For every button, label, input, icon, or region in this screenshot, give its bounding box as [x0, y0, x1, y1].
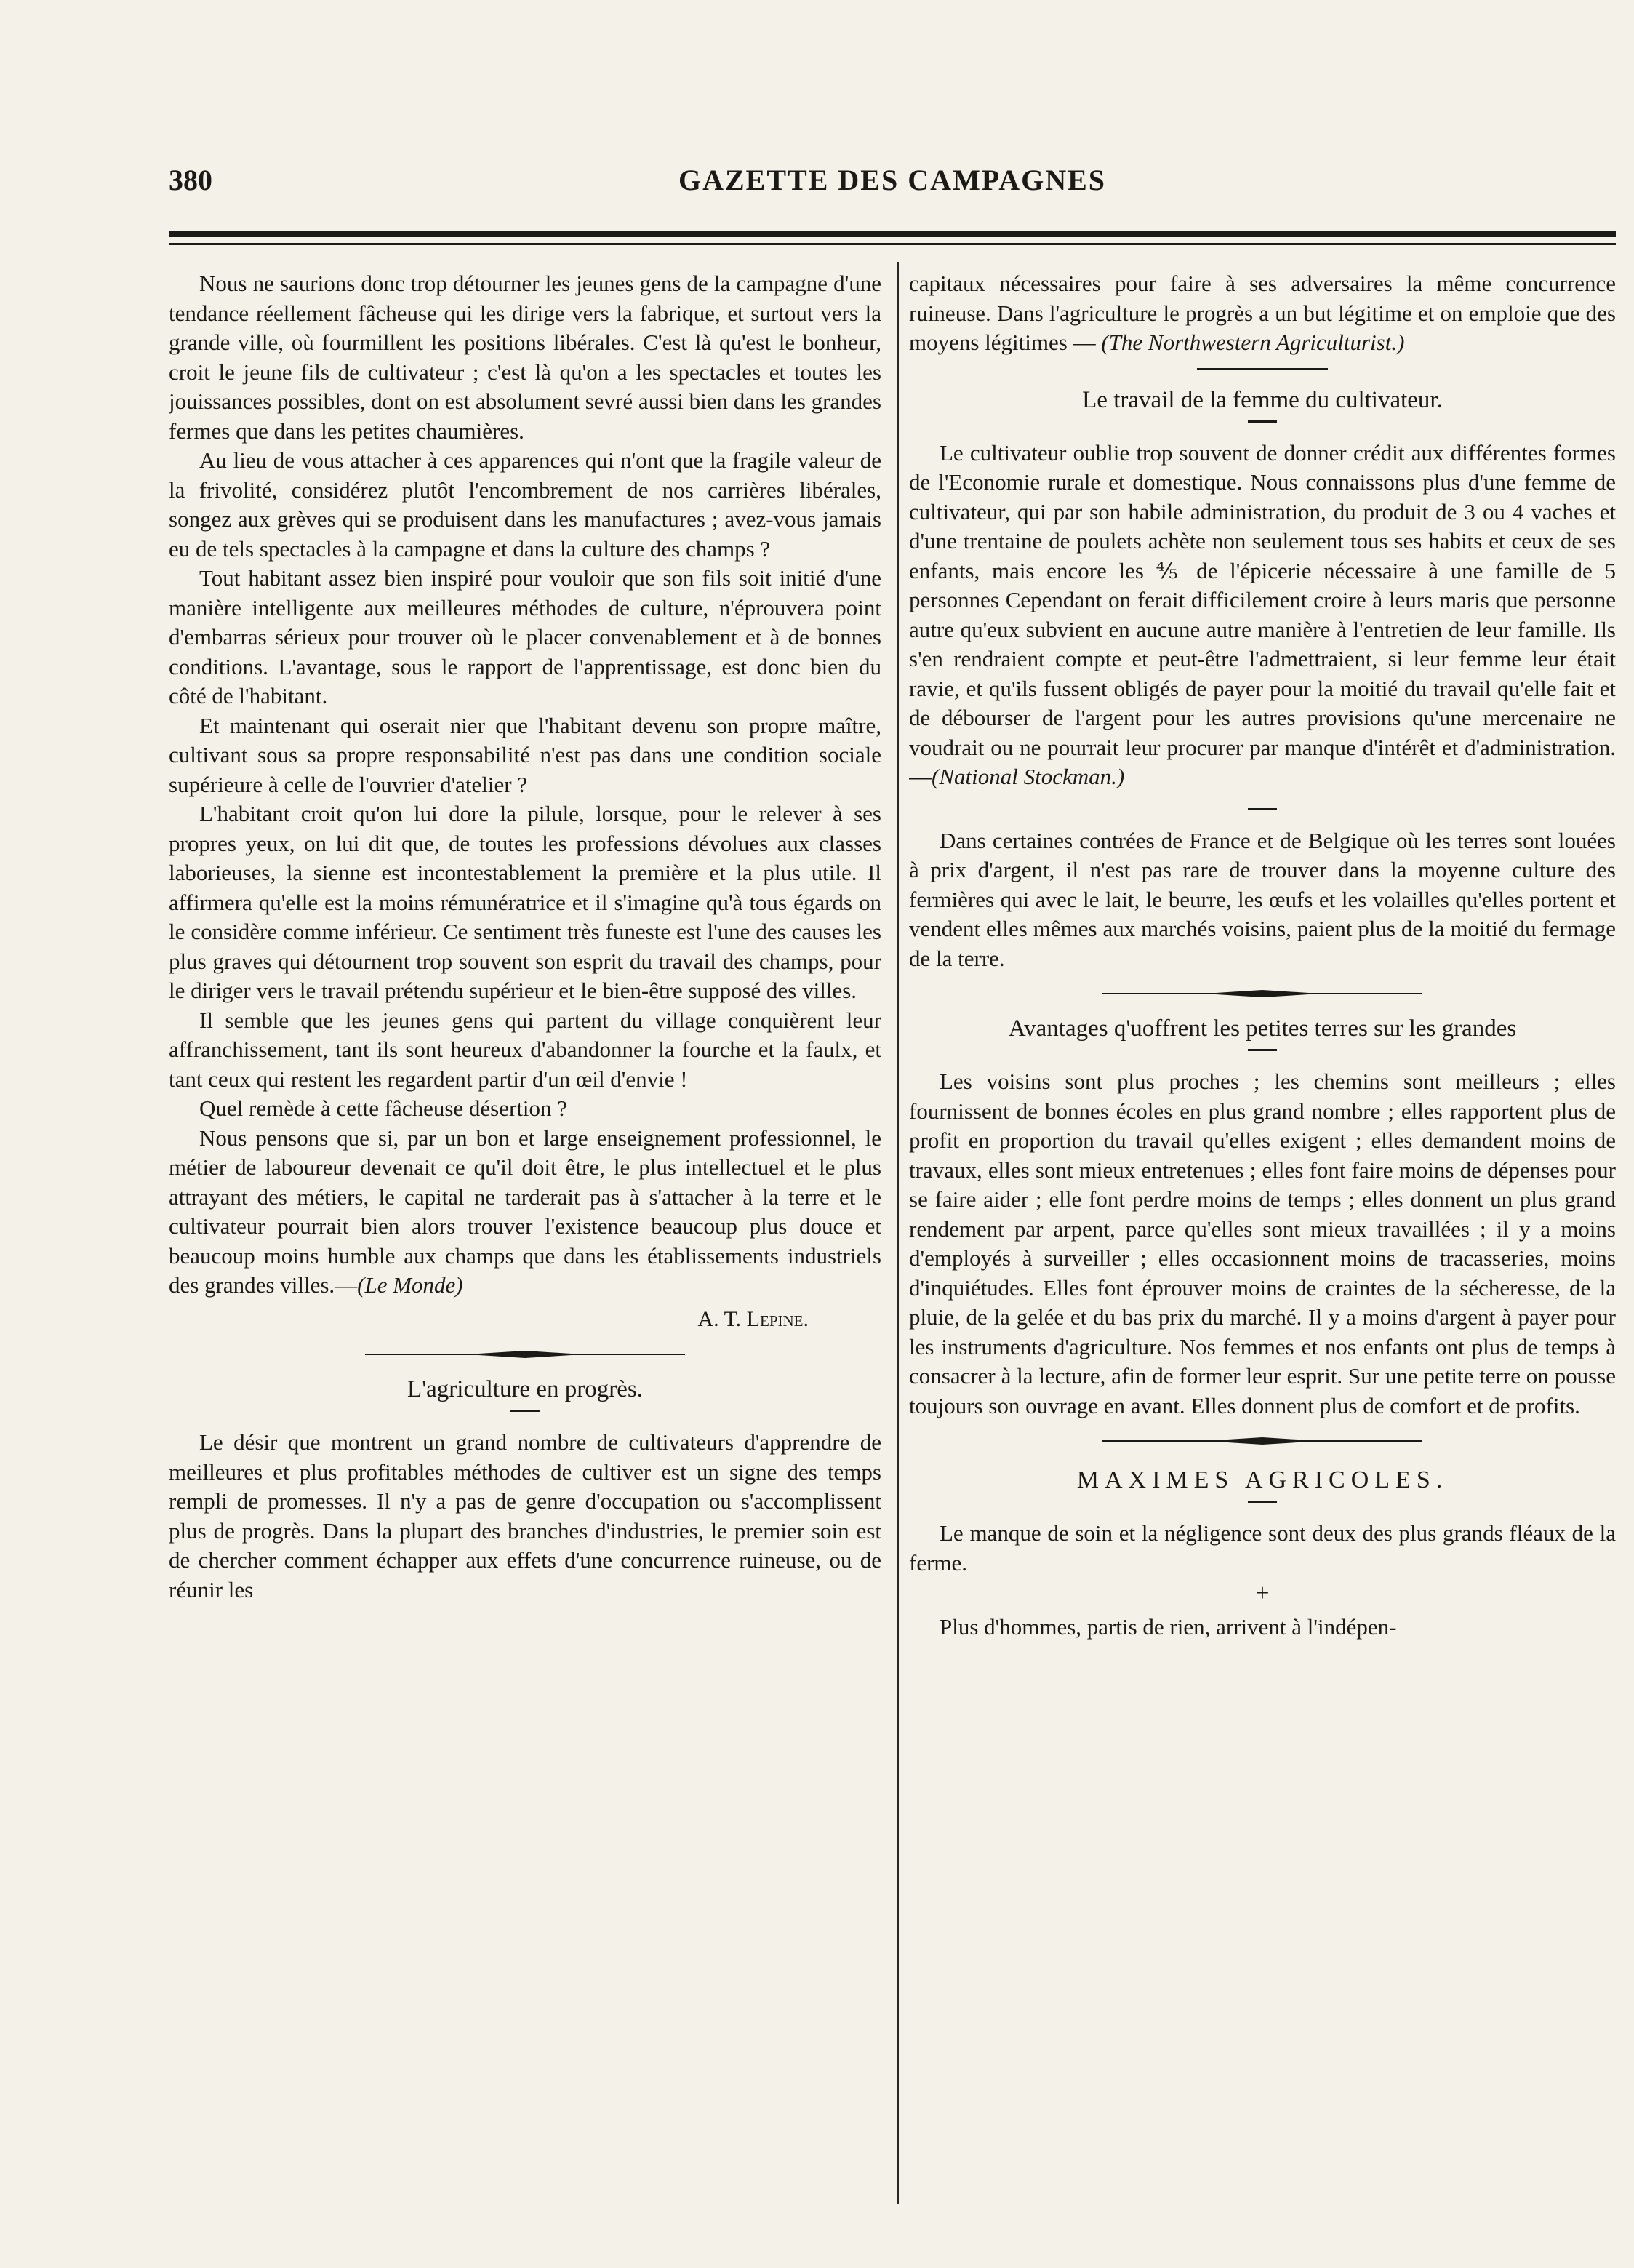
paragraph-text: Le cultivateur oublie trop souvent de donner crédit aux différentes formes de l'Economie rurale et domestique. Nous connaissons plus d'une femme de cultivateur, qui par son habile administration, du produit de 3 ou 4 vaches et d'une trentaine de poulets achète non seulement tous ses habits et ceux de ses enfants, mais encore les ⅘ de l'épicerie nécessaire à une famille de 5 personnes Cependant on ferait difficilement croire à leurs maris que personne autre qu'eux subvient en aucune autre manière à l'entretien de leur famille. Ils s'en rendraient compte et peut-être l'admettraient, si leur femme leur était ravie, et qu'ils fussent obligés de payer pour la moitié du travail qu'elle fait et de débourser de l'argent pour les autres provisions qu'une mercenaire ne voudrait ou ne pourrait leur procurer par manque d'intérêt et d'administration.— [909, 439, 1616, 789]
source-citation: (Le Monde) [357, 1272, 463, 1298]
short-dash [1248, 1049, 1277, 1051]
paragraph: Le manque de soin et la négligence sont deux des plus grands fléaux de la ferme. [909, 1520, 1616, 1576]
section-heading: Le travail de la femme du cultivateur. [1082, 386, 1443, 413]
paragraph: Plus d'hommes, partis de rien, arrivent à l'indépen- [940, 1614, 1397, 1640]
section-heading: Avantages q'uoffrent les petites terres sur les grandes [1008, 1015, 1517, 1042]
section-heading: L'agriculture en progrès. [407, 1376, 643, 1402]
paragraph: Quel remède à cette fâcheuse désertion ? [199, 1095, 568, 1121]
short-dash [1248, 420, 1277, 423]
paragraph-text: Nous pensons que si, par un bon et large enseignement professionnel, le métier de laboureur devenait ce qu'il doit être, le plus intellectuel et le plus attrayant des métiers, le capital ne tarderait pas à s'attacher à la terre et le cultivateur pourrait bien alors trouver l'existence beaucoup plus douce et beaucoup moins humble aux champs que dans les établissements industriels des grandes villes.— [169, 1125, 881, 1298]
source-citation: (National Stockman.) [932, 764, 1125, 789]
page-number: 380 [169, 164, 212, 196]
short-rule [1197, 368, 1328, 370]
left-column [169, 269, 881, 2219]
short-dash [510, 1410, 540, 1412]
author-signature: A. T. Lepine. [697, 1306, 809, 1331]
separator-plus: + [1255, 1580, 1270, 1607]
paragraph: Dans certaines contrées de France et de Belgique où les terres sont louées à prix d'argent, il n'est pas rare de trouver dans la moyenne culture des fermières qui avec le lait, le beurre, les œufs et les volailles qu'elles portent et vendent elles mêmes aux marchés voisins, paient plus de la moitié du fermage de la terre. [909, 827, 1616, 971]
header-rule-thick [169, 231, 1616, 237]
ornamental-rule [365, 1349, 685, 1360]
ornamental-rule [1102, 988, 1422, 999]
column-divider [897, 262, 899, 2204]
section-heading: MAXIMES AGRICOLES. [1076, 1466, 1449, 1493]
paragraph: Les voisins sont plus proches ; les chemins sont meilleurs ; elles fournissent de bonnes écoles en plus grand nombre ; elles rapportent plus de profit en proportion du travail qu'elles exigent ; elles demandent moins de travaux, elles sont mieux entretenues ; elles font faire moins de dépenses pour se faire aider ; elle font perdre moins de temps ; elles donnent un plus grand rendement par arpent, parce qu'elles sont mieux travaillées ; il y a moins d'employés à surveiller ; elles occasionnent moins de tracasseries, moins d'inquiétudes. Elles font éprouver moins de craintes de la sécheresse, de la pluie, de la gelée et du bas prix du marché. Il y a moins d'argent à payer pour les instruments d'agriculture. Nos femmes et nos enfants ont plus de temps à consacrer à la lecture, afin de former leur esprit. Sur une petite terre on pousse toujours son ouvrage en avant. Elles donnent plus de comfort et de profits. [909, 1069, 1616, 1418]
paragraph [909, 439, 1616, 792]
newspaper-title: GAZETTE DES CAMPAGNES [678, 164, 1106, 196]
short-dash [1248, 1501, 1277, 1503]
source-citation: (The Northwestern Agriculturist.) [1101, 330, 1405, 355]
paragraph: Nous ne saurions donc trop détourner les jeunes gens de la campagne d'une tendance réellement fâcheuse qui les dirige vers la fabrique, et surtout vers la grande ville, où fourmillent les positions libérales. C'est là qu'est le bonheur, croit le jeune fils de cultivateur ; c'est là qu'on a les spectacles et toutes les jouissances possibles, dont on est absolument sevré aussi bien dans les grandes fermes que dans les petites chaumières. [169, 271, 881, 444]
paragraph [909, 269, 1616, 358]
paragraph: L'habitant croit qu'on lui dore la pilule, lorsque, pour le relever à ses propres yeux, on lui dit que, de toutes les professions dévolues aux classes laborieuses, la sienne est incontestablement la première et la plus utile. Il affirmera qu'elle est la moins rémunératrice et il s'imagine qu'à tous égards on le considère comme inférieur. Ce sentiment très funeste est l'une des causes les plus graves qui détournent trop souvent son esprit du travail des champs, pour le diriger vers le travail prétendu supérieur et le bien-être supposé des villes. [169, 801, 881, 1003]
masthead [169, 157, 1616, 201]
right-column [909, 269, 1616, 2219]
paragraph: Le désir que montrent un grand nombre de cultivateurs d'apprendre de meilleures et plus profitables méthodes de cultiver est un signe des temps rempli de promesses. Il n'y a pas de genre d'occupation ou s'accomplissent plus de progrès. Dans la plupart des branches d'industries, le premier soin est de chercher comment échapper aux effets d'une concurrence ruineuse, ou de réunir les [169, 1429, 881, 1602]
header-rule-thin [169, 243, 1616, 245]
paragraph: Il semble que les jeunes gens qui partent du village conquièrent leur affranchissement, tant ils sont heureux d'abandonner la fourche et la faulx, et tant ceux qui restent les regardent partir d'un œil d'envie ! [169, 1007, 881, 1092]
paragraph-text: capitaux nécessaires pour faire à ses adversaires la même concurrence ruineuse. Dans l'agriculture le progrès a un but légitime et on emploie que des moyens légitimes — [909, 271, 1616, 355]
paragraph: Tout habitant assez bien inspiré pour vouloir que son fils soit initié d'une manière intelligente aux meilleures méthodes de culture, n'éprouvera point d'embarras sérieux pour trouver où le placer convenablement et à de bonnes conditions. L'avantage, sous le rapport de l'apprentissage, est donc bien du côté de l'habitant. [169, 565, 881, 708]
ornamental-rule [1102, 1435, 1422, 1447]
short-dash [1248, 808, 1277, 810]
paragraph: Au lieu de vous attacher à ces apparences qui n'ont que la fragile valeur de la frivolité, considérez plutôt l'encombrement de nos carrières libérales, songez aux grèves qui se produisent dans les manufactures ; avez-vous jamais eu de tels spectacles à la campagne et dans la culture des champs ? [169, 447, 881, 562]
paragraph [169, 1124, 881, 1301]
paragraph: Et maintenant qui oserait nier que l'habitant devenu son propre maître, cultivant sous sa propre responsabilité n'est pas dans une condition sociale supérieure à celle de l'ouvrier d'atelier ? [169, 712, 881, 797]
